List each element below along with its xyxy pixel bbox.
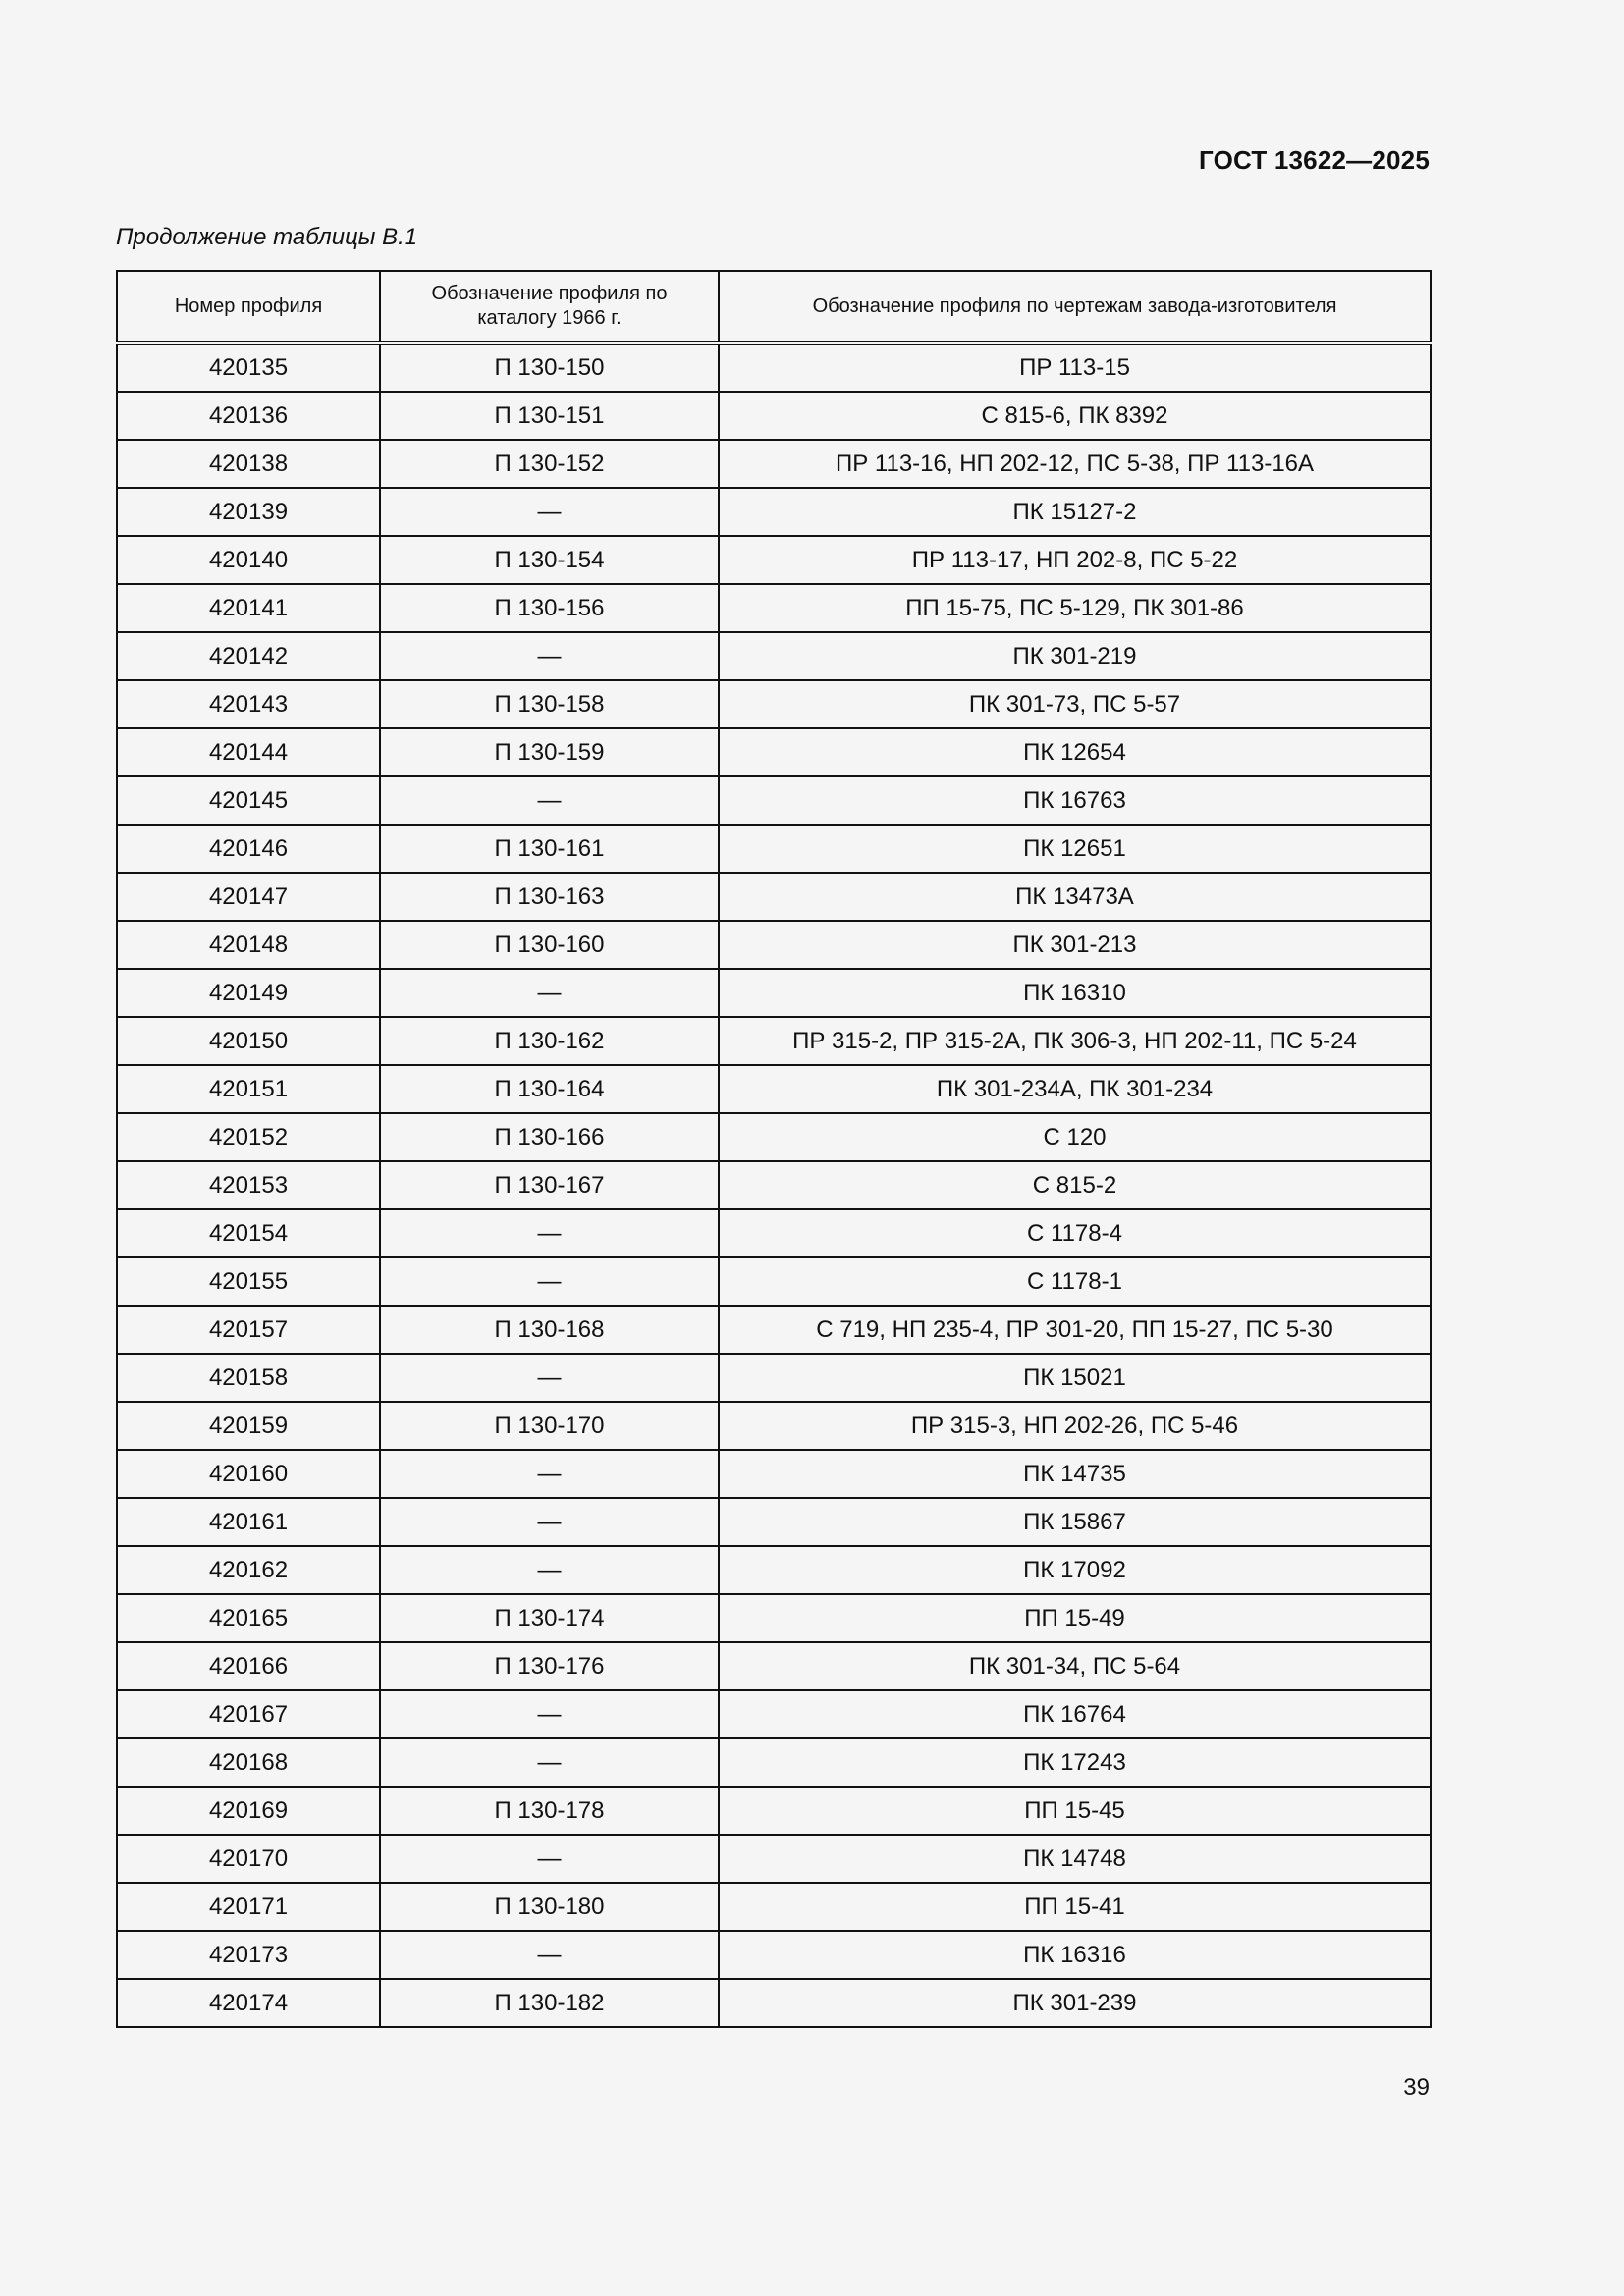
cell-factory-designation: ПК 12654	[719, 728, 1431, 776]
table-body	[117, 343, 1431, 2027]
table-row	[117, 1787, 1431, 1835]
cell-catalog-designation: —	[380, 1257, 719, 1306]
table-row	[117, 825, 1431, 873]
cell-profile-number: 420166	[117, 1642, 380, 1690]
cell-catalog-designation: П 130-168	[380, 1306, 719, 1354]
cell-catalog-designation: П 130-158	[380, 680, 719, 728]
cell-factory-designation: ПК 301-239	[719, 1979, 1431, 2027]
cell-profile-number: 420162	[117, 1546, 380, 1594]
cell-factory-designation: С 120	[719, 1113, 1431, 1161]
cell-factory-designation: ПК 13473А	[719, 873, 1431, 921]
table-row	[117, 1979, 1431, 2027]
cell-catalog-designation: —	[380, 1690, 719, 1738]
cell-factory-designation: ПР 315-3, НП 202-26, ПС 5-46	[719, 1402, 1431, 1450]
cell-factory-designation: С 1178-1	[719, 1257, 1431, 1306]
table-row	[117, 392, 1431, 440]
cell-factory-designation: ПК 14748	[719, 1835, 1431, 1883]
table-row	[117, 680, 1431, 728]
cell-factory-designation: С 815-2	[719, 1161, 1431, 1209]
cell-profile-number: 420170	[117, 1835, 380, 1883]
cell-factory-designation: ПК 301-213	[719, 921, 1431, 969]
header-catalog-designation: Обозначение профиля по каталогу 1966 г.	[380, 271, 719, 343]
cell-factory-designation: ПК 12651	[719, 825, 1431, 873]
cell-profile-number: 420173	[117, 1931, 380, 1979]
cell-catalog-designation: П 130-161	[380, 825, 719, 873]
standard-designation: ГОСТ 13622—2025	[1199, 145, 1430, 175]
table-row	[117, 584, 1431, 632]
cell-catalog-designation: П 130-162	[380, 1017, 719, 1065]
cell-factory-designation: ПК 17243	[719, 1738, 1431, 1787]
cell-factory-designation: ПК 16310	[719, 969, 1431, 1017]
cell-factory-designation: ПК 301-73, ПС 5-57	[719, 680, 1431, 728]
table-row	[117, 1402, 1431, 1450]
cell-profile-number: 420155	[117, 1257, 380, 1306]
cell-factory-designation: ПК 16763	[719, 776, 1431, 825]
cell-profile-number: 420139	[117, 488, 380, 536]
cell-profile-number: 420174	[117, 1979, 380, 2027]
table-row	[117, 1883, 1431, 1931]
page-number: 39	[1403, 2074, 1430, 2101]
cell-catalog-designation: —	[380, 1450, 719, 1498]
table-row	[117, 1113, 1431, 1161]
header-profile-number: Номер профиля	[117, 271, 380, 343]
cell-factory-designation: ПК 301-219	[719, 632, 1431, 680]
table-row	[117, 488, 1431, 536]
cell-profile-number: 420136	[117, 392, 380, 440]
table-row	[117, 343, 1431, 392]
cell-profile-number: 420158	[117, 1354, 380, 1402]
table-row	[117, 969, 1431, 1017]
table-row	[117, 1738, 1431, 1787]
table-row	[117, 1642, 1431, 1690]
cell-factory-designation: ПК 16764	[719, 1690, 1431, 1738]
table-row	[117, 728, 1431, 776]
cell-catalog-designation: —	[380, 776, 719, 825]
header-row	[117, 271, 1431, 343]
cell-profile-number: 420153	[117, 1161, 380, 1209]
table-row	[117, 1835, 1431, 1883]
cell-factory-designation: ПК 16316	[719, 1931, 1431, 1979]
cell-profile-number: 420161	[117, 1498, 380, 1546]
cell-factory-designation: ПК 14735	[719, 1450, 1431, 1498]
cell-factory-designation: ПР 113-17, НП 202-8, ПС 5-22	[719, 536, 1431, 584]
cell-profile-number: 420165	[117, 1594, 380, 1642]
cell-factory-designation: ПП 15-45	[719, 1787, 1431, 1835]
cell-profile-number: 420154	[117, 1209, 380, 1257]
cell-catalog-designation: П 130-163	[380, 873, 719, 921]
cell-factory-designation: С 815-6, ПК 8392	[719, 392, 1431, 440]
cell-catalog-designation: П 130-154	[380, 536, 719, 584]
cell-factory-designation: ПК 17092	[719, 1546, 1431, 1594]
table-row	[117, 1931, 1431, 1979]
cell-profile-number: 420150	[117, 1017, 380, 1065]
table-row	[117, 632, 1431, 680]
cell-profile-number: 420159	[117, 1402, 380, 1450]
cell-catalog-designation: П 130-180	[380, 1883, 719, 1931]
cell-catalog-designation: П 130-178	[380, 1787, 719, 1835]
cell-profile-number: 420168	[117, 1738, 380, 1787]
cell-catalog-designation: —	[380, 1354, 719, 1402]
cell-profile-number: 420138	[117, 440, 380, 488]
cell-catalog-designation: П 130-152	[380, 440, 719, 488]
cell-catalog-designation: П 130-150	[380, 343, 719, 392]
cell-catalog-designation: —	[380, 1546, 719, 1594]
cell-profile-number: 420144	[117, 728, 380, 776]
cell-profile-number: 420151	[117, 1065, 380, 1113]
cell-profile-number: 420141	[117, 584, 380, 632]
table-row	[117, 1546, 1431, 1594]
table-row	[117, 1594, 1431, 1642]
cell-catalog-designation: П 130-176	[380, 1642, 719, 1690]
cell-catalog-designation: —	[380, 1738, 719, 1787]
table-row	[117, 1690, 1431, 1738]
cell-catalog-designation: П 130-156	[380, 584, 719, 632]
cell-profile-number: 420140	[117, 536, 380, 584]
table-row	[117, 1354, 1431, 1402]
table-row	[117, 536, 1431, 584]
cell-catalog-designation: —	[380, 1931, 719, 1979]
cell-factory-designation: ПК 15867	[719, 1498, 1431, 1546]
cell-catalog-designation: П 130-174	[380, 1594, 719, 1642]
table-row	[117, 1306, 1431, 1354]
table-header	[117, 271, 1431, 343]
cell-factory-designation: ПК 15127-2	[719, 488, 1431, 536]
cell-catalog-designation: —	[380, 488, 719, 536]
cell-profile-number: 420149	[117, 969, 380, 1017]
table-row	[117, 921, 1431, 969]
cell-catalog-designation: П 130-166	[380, 1113, 719, 1161]
cell-catalog-designation: —	[380, 1209, 719, 1257]
cell-catalog-designation: —	[380, 632, 719, 680]
cell-factory-designation: ПК 301-34, ПС 5-64	[719, 1642, 1431, 1690]
cell-catalog-designation: П 130-164	[380, 1065, 719, 1113]
table-row	[117, 776, 1431, 825]
cell-catalog-designation: П 130-167	[380, 1161, 719, 1209]
cell-factory-designation: ПР 113-16, НП 202-12, ПС 5-38, ПР 113-16А	[719, 440, 1431, 488]
cell-catalog-designation: П 130-160	[380, 921, 719, 969]
cell-profile-number: 420147	[117, 873, 380, 921]
cell-profile-number: 420135	[117, 343, 380, 392]
table-row	[117, 1498, 1431, 1546]
cell-factory-designation: ПР 315-2, ПР 315-2А, ПК 306-3, НП 202-11, ПС 5-24	[719, 1017, 1431, 1065]
table-row	[117, 1257, 1431, 1306]
cell-catalog-designation: П 130-159	[380, 728, 719, 776]
table-caption: Продолжение таблицы В.1	[116, 224, 418, 250]
table-row	[117, 1161, 1431, 1209]
cell-factory-designation: ПП 15-75, ПС 5-129, ПК 301-86	[719, 584, 1431, 632]
cell-profile-number: 420148	[117, 921, 380, 969]
table-row	[117, 873, 1431, 921]
table-row	[117, 1209, 1431, 1257]
table-row	[117, 1017, 1431, 1065]
header-factory-designation: Обозначение профиля по чертежам завода-изготовителя	[719, 271, 1431, 343]
cell-catalog-designation: П 130-182	[380, 1979, 719, 2027]
cell-catalog-designation: —	[380, 969, 719, 1017]
cell-factory-designation: ПП 15-49	[719, 1594, 1431, 1642]
cell-catalog-designation: П 130-170	[380, 1402, 719, 1450]
cell-factory-designation: ПП 15-41	[719, 1883, 1431, 1931]
table-row	[117, 440, 1431, 488]
table-row	[117, 1450, 1431, 1498]
cell-catalog-designation: —	[380, 1835, 719, 1883]
cell-profile-number: 420169	[117, 1787, 380, 1835]
cell-profile-number: 420167	[117, 1690, 380, 1738]
cell-catalog-designation: П 130-151	[380, 392, 719, 440]
cell-profile-number: 420171	[117, 1883, 380, 1931]
cell-profile-number: 420152	[117, 1113, 380, 1161]
cell-factory-designation: С 719, НП 235-4, ПР 301-20, ПП 15-27, ПС 5-30	[719, 1306, 1431, 1354]
cell-profile-number: 420157	[117, 1306, 380, 1354]
cell-profile-number: 420143	[117, 680, 380, 728]
cell-factory-designation: ПР 113-15	[719, 343, 1431, 392]
cell-factory-designation: ПК 301-234А, ПК 301-234	[719, 1065, 1431, 1113]
cell-catalog-designation: —	[380, 1498, 719, 1546]
cell-profile-number: 420145	[117, 776, 380, 825]
cell-factory-designation: С 1178-4	[719, 1209, 1431, 1257]
profiles-table	[116, 270, 1432, 2028]
table-row	[117, 1065, 1431, 1113]
cell-profile-number: 420142	[117, 632, 380, 680]
cell-profile-number: 420160	[117, 1450, 380, 1498]
cell-profile-number: 420146	[117, 825, 380, 873]
cell-factory-designation: ПК 15021	[719, 1354, 1431, 1402]
